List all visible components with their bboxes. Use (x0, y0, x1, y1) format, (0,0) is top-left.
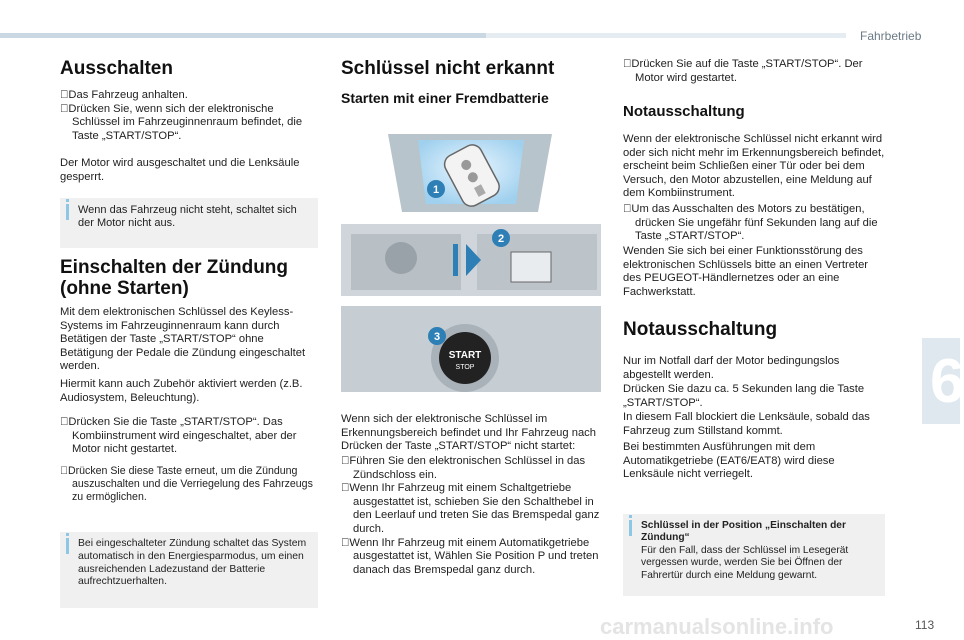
paragraph: In diesem Fall blockiert die Lenksäule, sobald das Fahrzeug zum Stillstand kommt. (623, 411, 870, 437)
watermark: carmanualsonline.info (600, 614, 834, 639)
list-einschalten-2 (60, 465, 318, 504)
list-item: Drücken Sie diese Taste erneut, um die Zündung auszuschalten und die Verriegelung des Fahrzeugs zu ermöglichen. (67, 465, 313, 503)
stop-label: STOP (455, 364, 475, 371)
info-title: Schlüssel in der Position „Einschalten der Zündung“ (641, 520, 846, 544)
start-stop-drawing (341, 306, 601, 392)
heading-notausschaltung-2: Notausschaltung (623, 319, 778, 340)
info-text: Für den Fall, dass der Schlüssel im Lesegerät vergessen wurde, werden Sie bei Öffnen der Fahrertür durch eine Meldung gewarnt. (641, 544, 849, 581)
info-icon (629, 520, 632, 536)
list-ausschalten (60, 89, 318, 143)
info-box (623, 514, 885, 596)
list-item: Wenn Ihr Fahrzeug mit einem Schaltgetriebe ausgestattet ist, schieben Sie den Schalthebel in den Leerlauf und treten Sie das Bremspedal ganz durch. (349, 482, 600, 535)
list-start (623, 58, 885, 85)
chapter-tab (922, 338, 964, 424)
list-notaus (623, 203, 885, 244)
illustration-console (341, 224, 601, 296)
paragraph: Wenn sich der elektronische Schlüssel im Erkennungsbereich befindet und Ihr Fahrzeug nach Drücken der Taste „START/STOP“ nicht startet: (341, 413, 596, 453)
section-title: Fahrbetrieb (860, 29, 922, 43)
start-label: START (448, 350, 482, 361)
callout-2: 2 (497, 233, 505, 245)
info-box (60, 532, 318, 608)
header-rule-light (486, 33, 846, 38)
paragraph: Nur im Notfall darf der Motor bedingungslos abgestellt werden. (623, 355, 840, 381)
page-number: 113 (915, 618, 935, 632)
list-item: Drücken Sie auf die Taste „START/STOP“. Der Motor wird gestartet. (631, 58, 863, 84)
list-item: Führen Sie den elektronischen Schlüssel in das Zündschloss ein. (349, 455, 586, 481)
list-item: Das Fahrzeug anhalten. (68, 89, 188, 101)
header-rule (0, 33, 486, 38)
paragraph: Wenn der elektronische Schlüssel nicht erkannt wird oder sich nicht mehr im Erkennungsbereich befindet, erscheint beim Schließen einer Tür oder bei dem Versuch, den Motor abzustellen, eine Meldung auf dem Kombiinstrument. (623, 133, 885, 200)
heading-nicht-erkannt: Schlüssel nicht erkannt (341, 58, 555, 79)
heading-line: Einschalten der Zündung (60, 257, 289, 278)
list-item: Wenn Ihr Fahrzeug mit einem Automatikgetriebe ausgestattet ist, Wählen Sie Position P und treten danach das Bremspedal ganz durch. (349, 536, 599, 576)
paragraph: Hiermit kann auch Zubehör aktiviert werden (z.B. Audiosystem, Beleuchtung). (60, 378, 303, 404)
paragraph: Bei bestimmten Ausführungen mit dem Automatikgetriebe (EAT6/EAT8) wird diese Lenksäule nicht verriegelt. (623, 441, 835, 481)
info-icon (66, 204, 69, 220)
key-slot-drawing (378, 126, 562, 216)
callout-3: 3 (433, 331, 441, 343)
paragraph: Mit dem elektronischen Schlüssel des Keyless-Systems im Fahrzeuginnenraum kann durch Betätigen der Taste „START/STOP“ ohne Betätigung der Pedale die Zündung eingeschaltet werden. (60, 306, 306, 373)
chapter-number: 6 (930, 347, 964, 416)
callout-1: 1 (432, 184, 440, 196)
info-text: Wenn das Fahrzeug nicht steht, schaltet sich der Motor nicht aus. (78, 204, 297, 230)
list-item: Drücken Sie, wenn sich der elektronische Schlüssel im Fahrzeuginnenraum befindet, die Taste „START/STOP“. (68, 102, 303, 142)
heading-line: (ohne Starten) (60, 278, 189, 299)
illustration-key-slot (378, 126, 562, 216)
paragraph: Wenden Sie sich bei einer Funktionsstörung des elektronischen Schlüssels bitte an einen Vertreter des PEUGEOT-Händlernetzes oder an eine Fachwerkstatt. (623, 245, 869, 298)
illustration-start-stop (341, 306, 601, 392)
list-item: Drücken Sie die Taste „START/STOP“. Das Kombiinstrument wird eingeschaltet, aber der Motor nicht gestartet. (68, 416, 297, 456)
heading-ausschalten: Ausschalten (60, 58, 173, 79)
paragraph: Drücken Sie dazu ca. 5 Sekunden lang die Taste „START/STOP“. (623, 383, 865, 409)
info-text: Bei eingeschalteter Zündung schaltet das System automatisch in den Energiesparmodus, um einen ausreichenden Ladezustand der Batterie aufrechtzuerhalten. (78, 538, 307, 588)
list-item: Um das Ausschalten des Motors zu bestätigen, drücken Sie ungefähr fünf Sekunden lang auf die Taste „START/STOP“. (631, 203, 878, 243)
subheading-fremdbatterie: Starten mit einer Fremdbatterie (341, 90, 549, 106)
heading-einschalten (60, 257, 288, 299)
list-einschalten (60, 416, 318, 457)
info-box (60, 198, 318, 248)
info-icon (66, 538, 69, 554)
info-content (641, 520, 877, 582)
heading-notausschaltung-1: Notausschaltung (623, 103, 745, 120)
paragraph: Der Motor wird ausgeschaltet und die Lenksäule gesperrt. (60, 157, 300, 183)
list-fremdbatterie (341, 455, 603, 577)
console-drawing (341, 224, 601, 296)
